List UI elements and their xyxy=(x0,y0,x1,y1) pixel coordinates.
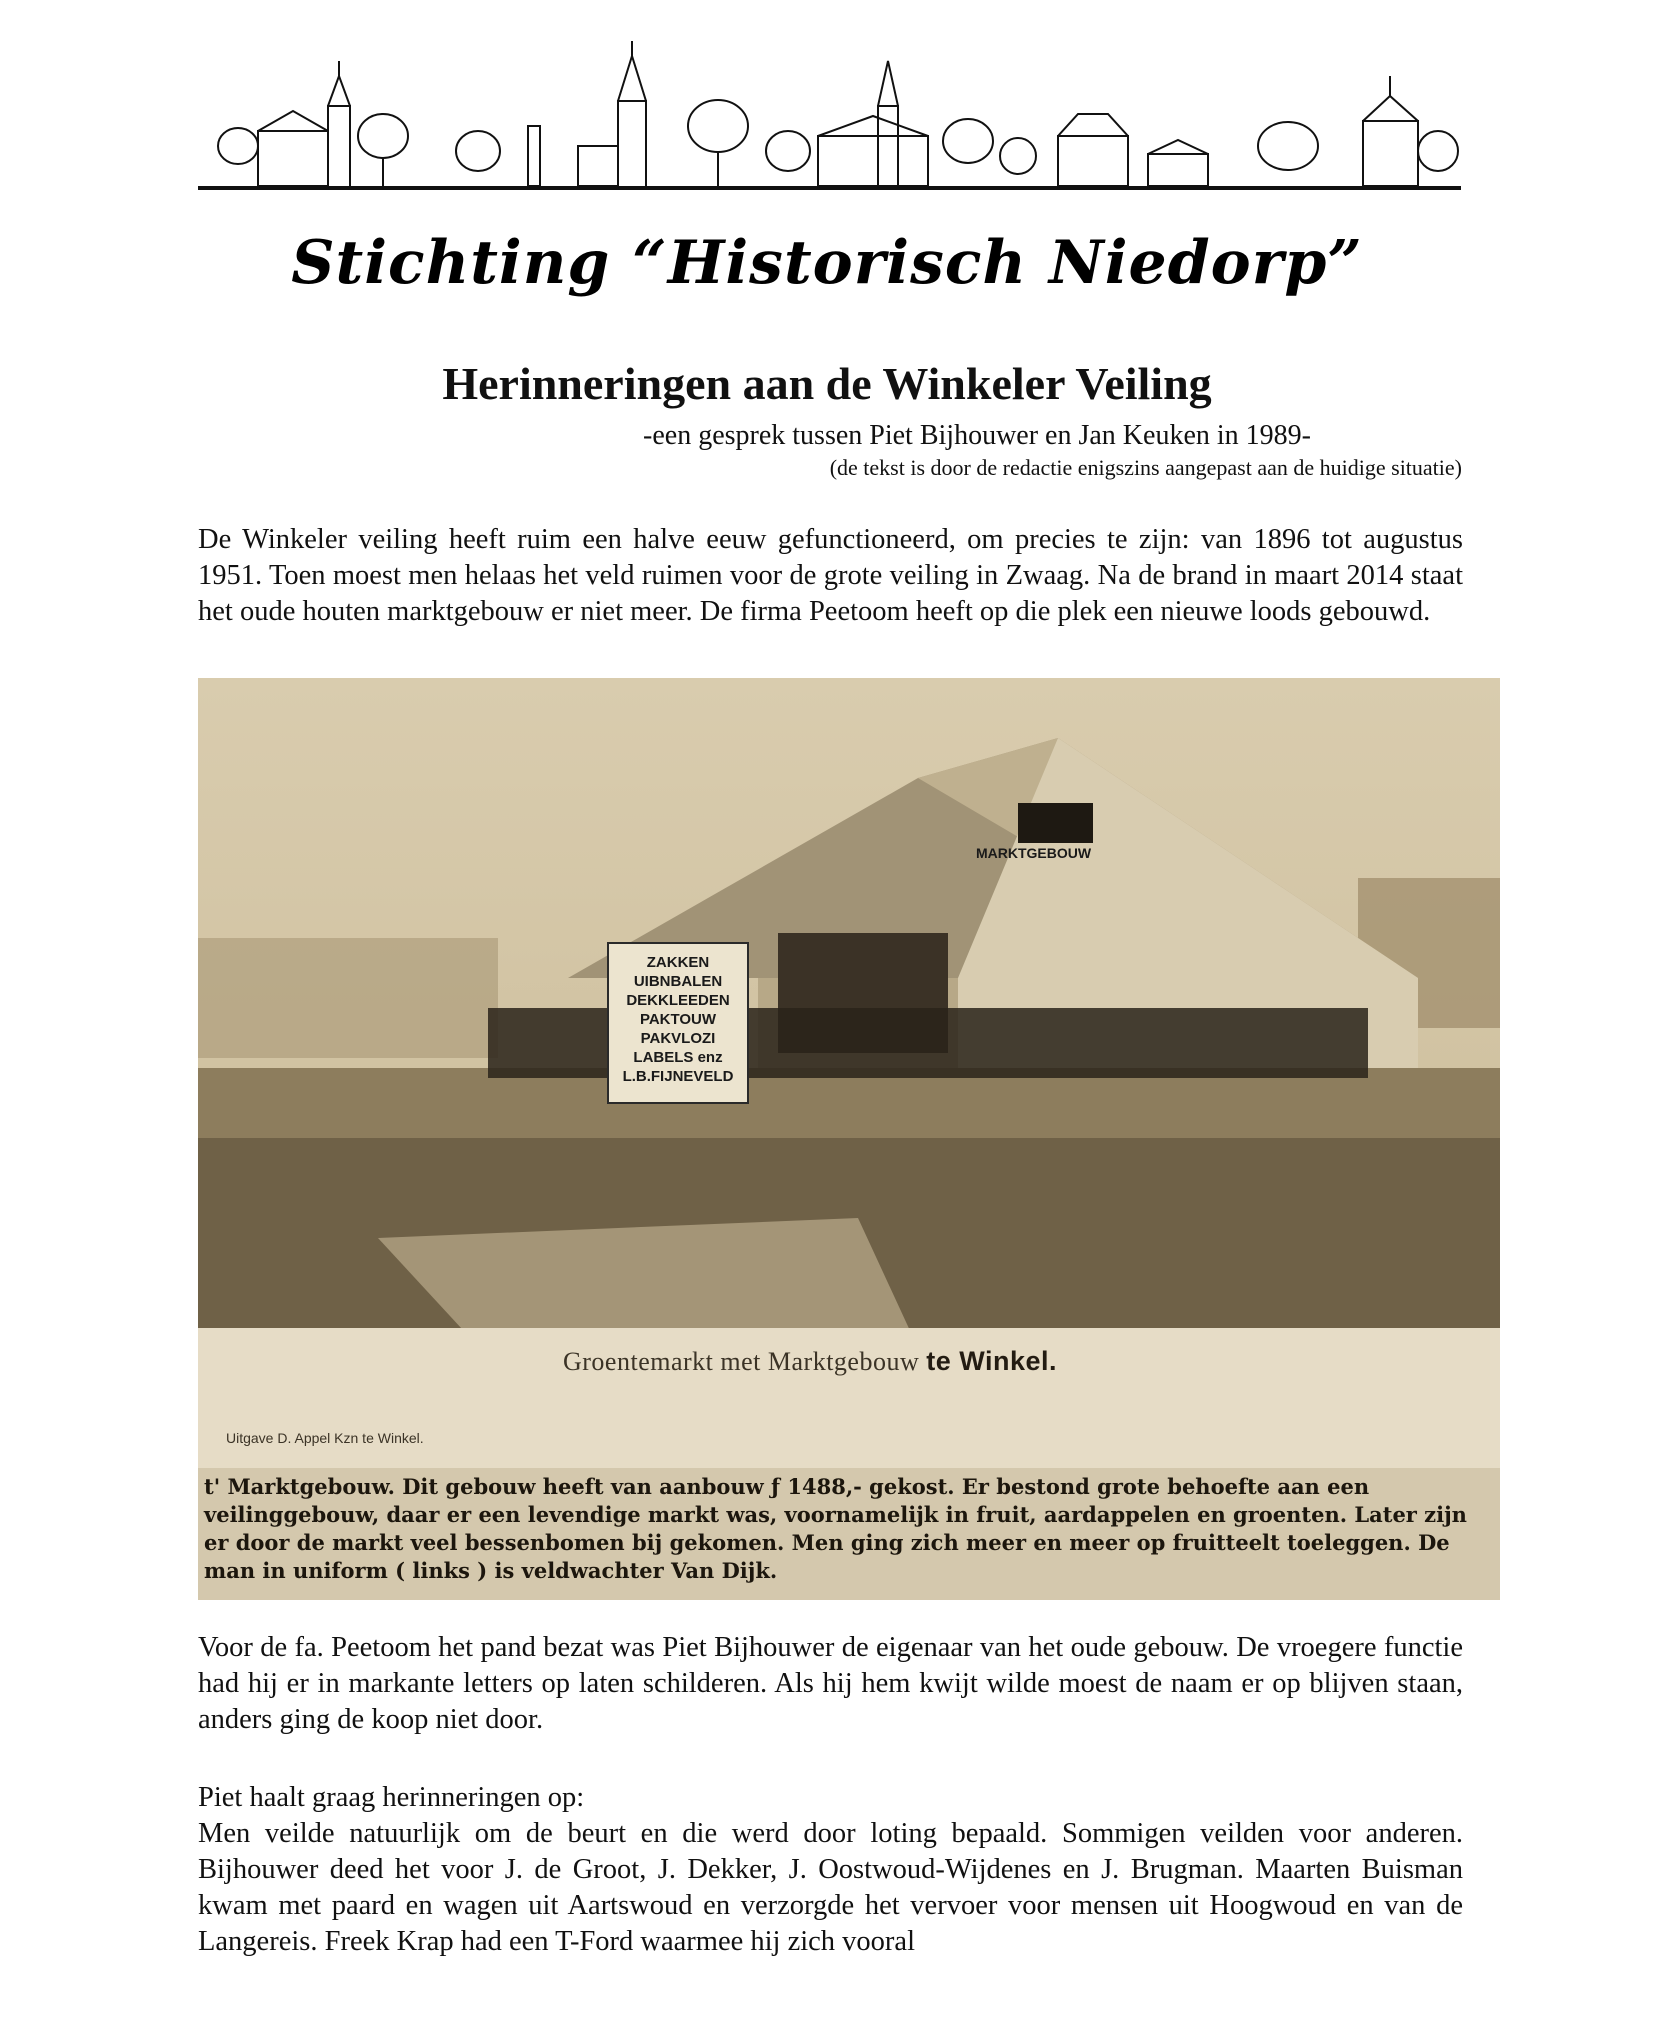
shop-sign-line: PAKVLOZI xyxy=(640,1030,716,1047)
shop-sign-line: DEKKLEEDEN xyxy=(626,992,730,1009)
caption-part1: Groentemarkt met Marktgebouw xyxy=(563,1347,927,1376)
ownership-paragraph: Voor de fa. Peetoom het pand bezat was Piet Bijhouwer de eigenaar van het oude gebouw. De vroegere functie had hij er in markante letters op laten schilderen. Als hij hem kwijt wilde moest de naam er op blijven staan, anders ging de koop niet door. xyxy=(198,1632,1463,1735)
society-name: Stichting “Historisch Niedorp” xyxy=(291,228,1363,298)
postcard-caption xyxy=(563,1346,1057,1377)
caption-part2: te Winkel. xyxy=(926,1346,1058,1376)
shop-sign-line: L.B.FIJNEVELD xyxy=(622,1068,734,1085)
historic-postcard-photo xyxy=(198,678,1500,1600)
postcard-publisher: Uitgave D. Appel Kzn te Winkel. xyxy=(226,1430,424,1446)
memories-paragraph xyxy=(198,1780,1463,1960)
memories-lead: Piet haalt graag herinneringen op: xyxy=(198,1782,585,1813)
editorial-note: (de tekst is door de redactie enigszins aangepast aan de huidige situatie) xyxy=(829,455,1462,480)
memories-text: Men veilde natuurlijk om de beurt en die werd door loting bepaald. Sommigen veilden voor anderen. Bijhouwer deed het voor J. de Groot, J. Dekker, J. Oostwoud-Wijdenes en J. Brugman. Maarten Buisman kwam met paard en wagen uit Aartswoud en verzorgde het vervoer voor mensen uit Hoogwoud en van de Langereis. Freek Krap had een T-Ford waarmee hij zich vooral xyxy=(198,1818,1463,1957)
shop-sign-line: ZAKKEN xyxy=(646,954,710,971)
shop-sign xyxy=(618,953,738,1086)
intro-paragraph: De Winkeler veiling heeft ruim een halve eeuw gefunctioneerd, om precies te zijn: van 1896 tot augustus 1951. Toen moest men helaas het veld ruimen voor de grote veiling in Zwaag. Na de brand in maart 2014 staat het oude houten marktgebouw er niet meer. De firma Peetoom heeft op die plek een nieuwe loods gebouwd. xyxy=(198,524,1463,627)
village-skyline-illustration xyxy=(198,36,1461,196)
marktgebouw-sign: MARKTGEBOUW xyxy=(976,845,1092,861)
village-skyline-banner xyxy=(198,36,1461,196)
postcard-image xyxy=(198,678,1500,1600)
shop-sign-line: UIBNBALEN xyxy=(633,973,723,990)
postcard-description: t' Marktgebouw. Dit gebouw heeft van aanbouw ƒ 1488,- gekost. Er bestond grote behoefte aan een veilinggebouw, daar er een levendige markt was, voornamelijk in fruit, aardappelen en groenten. Later zijn er door de markt veel bessenbomen bij gekomen. Men ging zich meer en meer op fruitteelt toeleggen. De man in uniform ( links ) is veldwachter Van Dijk. xyxy=(204,1474,1467,1583)
article-title: Herinneringen aan de Winkeler Veiling xyxy=(442,358,1212,409)
shop-sign-line: LABELS enz xyxy=(633,1049,723,1066)
shop-sign-line: PAKTOUW xyxy=(639,1011,717,1028)
article-subtitle: -een gesprek tussen Piet Bijhouwer en Jan Keuken in 1989- xyxy=(643,420,1311,451)
